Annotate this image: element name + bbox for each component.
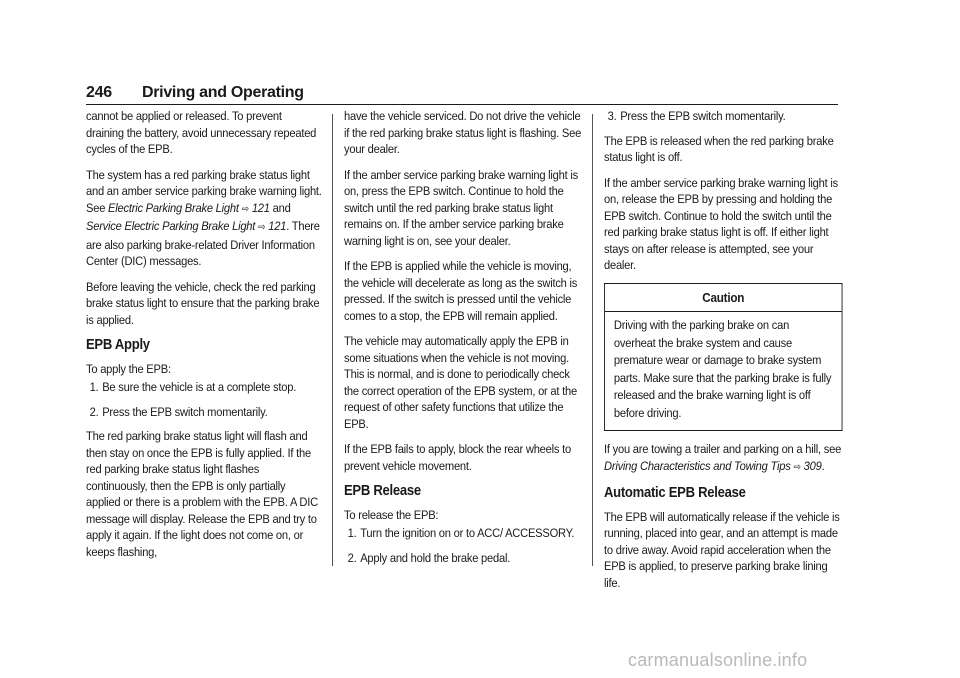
cross-reference-link[interactable]: Electric Parking Brake Light — [108, 200, 239, 215]
column-1 — [86, 108, 322, 569]
caution-body: Driving with the parking brake on can overheat the brake system and cause premature wear or damage to brake system parts. Make sure that the parking brake is fully released and the brake warning light is off before driving. — [613, 318, 832, 420]
list-number: 3. — [607, 109, 617, 123]
list-text: Turn the ignition on or to ACC/ ACCESSORY. — [360, 526, 575, 540]
page-header — [86, 82, 838, 105]
page-reference-arrow-icon: ⇨ — [258, 222, 266, 233]
column-divider-right — [592, 114, 593, 566]
text-run: The system has a red parking brake status light and an amber service parking brake warning light. See — [86, 167, 322, 215]
page-reference-arrow-icon: ⇨ — [241, 203, 249, 215]
list-item — [344, 550, 583, 567]
list-number: 1. — [347, 526, 357, 540]
paragraph: cannot be applied or released. To prevent draining the battery, avoid unnecessary repeated cycles of the EPB. — [86, 109, 317, 156]
list-text: Press the EPB switch momentarily. — [620, 109, 786, 123]
caution-box — [604, 283, 843, 432]
list-item — [86, 404, 322, 421]
page-number: 246 — [86, 84, 112, 101]
paragraph: The vehicle may automatically apply the EPB in some situations when the vehicle is not moving. This is normal, and is done to periodically check the correct operation of the EPB system, or at the request of other safety functions that utilize the EPB. — [344, 334, 577, 431]
section-title: Driving and Operating — [142, 84, 304, 101]
paragraph: If the amber service parking brake warning light is on, press the EPB switch. Continue to hold the switch until the red parking brake status light remains on. If the amber service parking brake warning light is on, see your dealer. — [344, 167, 578, 248]
page-reference[interactable]: 121 — [268, 219, 287, 233]
column-divider-left — [332, 114, 333, 566]
cross-reference-link[interactable]: Service Electric Parking Brake Light — [86, 219, 256, 233]
paragraph: If the amber service parking brake warning light is on, release the EPB by pressing and holding the EPB switch. Continue to hold the switch until the red parking brake status light is off. If either light stays on after release is attempted, see your dealer. — [604, 175, 838, 272]
list-item — [604, 108, 843, 125]
cross-reference-link[interactable]: Driving Characteristics and Towing Tips — [604, 458, 791, 473]
paragraph: If the EPB fails to apply, block the rear wheels to prevent vehicle movement. — [344, 442, 571, 473]
column-2 — [344, 108, 583, 574]
page-reference[interactable]: 309 — [803, 458, 822, 473]
paragraph: The EPB is released when the red parking brake status light is off. — [604, 133, 834, 164]
page-reference-arrow-icon: ⇨ — [793, 461, 801, 473]
paragraph: The EPB will automatically release if the vehicle is running, placed into gear, and an attempt is made to drive away. Avoid rapid acceleration when the EPB is applied, to preserve parking brake lining life. — [604, 509, 840, 590]
list-item — [86, 379, 322, 396]
paragraph: To apply the EPB: — [86, 361, 171, 376]
paragraph: Before leaving the vehicle, check the red parking brake status light to ensure that the parking brake is applied. — [86, 279, 320, 327]
paragraph — [604, 441, 843, 476]
watermark: carmanualsonline.info — [628, 650, 808, 670]
paragraph: To release the EPB: — [344, 507, 439, 522]
page-reference[interactable]: 121 — [251, 200, 270, 215]
column-3 — [604, 108, 843, 600]
list-number: 2. — [347, 550, 357, 565]
list-item — [344, 525, 583, 542]
heading-automatic-epb-release: Automatic EPB Release — [604, 485, 746, 501]
list-number: 1. — [89, 380, 99, 394]
text-run: . There are also parking brake-related Driver Information Center (DIC) messages. — [86, 219, 320, 268]
paragraph: have the vehicle serviced. Do not drive the vehicle if the red parking brake status light is flashing. See your dealer. — [344, 109, 582, 156]
paragraph — [86, 167, 322, 270]
heading-epb-apply: EPB Apply — [86, 337, 150, 353]
text-run: If you are towing a trailer and parking on a hill, see — [604, 442, 842, 456]
text-run: and — [269, 200, 291, 215]
list-text: Apply and hold the brake pedal. — [360, 550, 511, 565]
heading-epb-release: EPB Release — [344, 483, 421, 499]
list-number: 2. — [89, 404, 99, 419]
list-text: Be sure the vehicle is at a complete stop. — [102, 380, 297, 394]
caution-title: Caution — [605, 284, 842, 313]
paragraph: If the EPB is applied while the vehicle is moving, the vehicle will decelerate as long as the switch is pressed. If the switch is pressed until the vehicle comes to a stop, the EPB will remain applied. — [344, 259, 578, 323]
text-run: . — [821, 458, 825, 473]
paragraph: The red parking brake status light will flash and then stay on once the EPB is fully applied. If the red parking brake status light flashes continuously, then the EPB is only partially applied or there is a problem with the EPB. A DIC message will display. Release the EPB and try to apply it again. If the light does not come on, or keeps flashing, — [86, 429, 318, 559]
list-text: Press the EPB switch momentarily. — [102, 404, 268, 419]
